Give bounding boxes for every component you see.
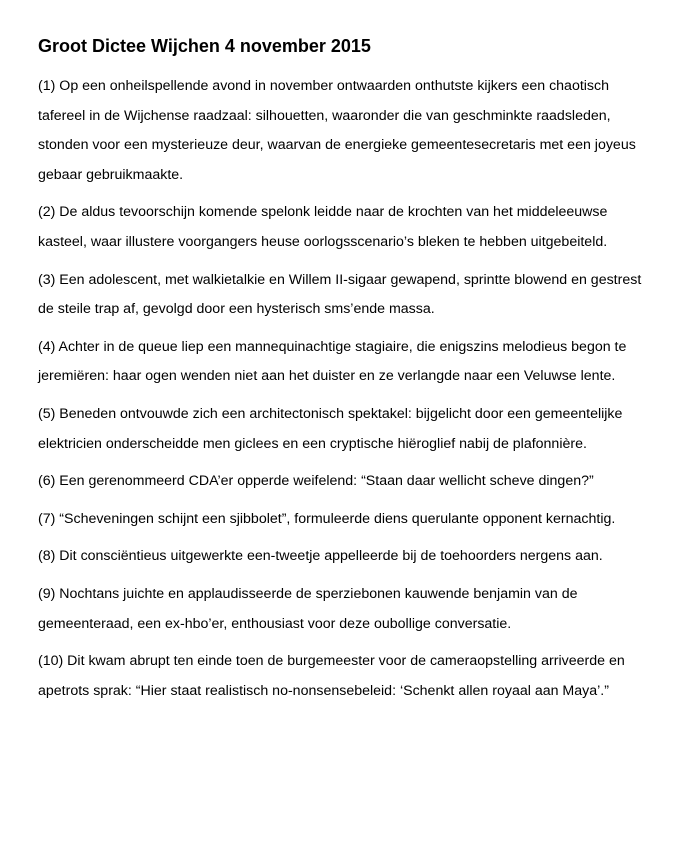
dictation-paragraph-6: (6) Een gerenommeerd CDA’er opperde weifelend: “Staan daar wellicht scheve dingen?” bbox=[38, 473, 594, 490]
dictation-paragraph-7: (7) “Scheveningen schijnt een sjibbolet”, formuleerde diens querulante opponent kernachtig. bbox=[38, 510, 616, 527]
document-title: Groot Dictee Wijchen 4 november 2015 bbox=[38, 36, 371, 56]
dictation-paragraph-8: (8) Dit consciëntieus uitgewerkte een-tweetje appelleerde bij de toehoorders nergens aan. bbox=[38, 548, 603, 565]
dictation-paragraph-1: (1) Op een onheilspellende avond in november ontwaarden onthutste kijkers een chaotisch tafereel in de Wijchense raadzaal: silhouetten, waaronder die van geschminkte raadsleden, stonden voor een mysterieuze deur, waarvan de energieke gemeentesecretaris met een joyeus gebaar gebruikmaakte. bbox=[38, 78, 636, 183]
dictation-paragraph-9: (9) Nochtans juichte en applaudisseerde de sperziebonen kauwende benjamin van de gemeenteraad, een ex-hbo’er, enthousiast voor deze oubollige conversatie. bbox=[38, 585, 578, 632]
dictation-paragraph-4: (4) Achter in de queue liep een mannequinachtige stagiaire, die enigszins melodieus begon te jeremiëren: haar ogen wenden niet aan het duister en ze verlangde naar een Veluwse lente. bbox=[38, 338, 627, 385]
dictation-paragraph-3: (3) Een adolescent, met walkietalkie en Willem II-sigaar gewapend, sprintte blowend en gestrest de steile trap af, gevolgd door een hysterisch sms’ende massa. bbox=[38, 271, 642, 318]
dictation-paragraph-5: (5) Beneden ontvouwde zich een architectonisch spektakel: bijgelicht door een gemeentelijke elektricien onderscheidde men giclees en een cryptische hiëroglief nabij de plafonnière. bbox=[38, 405, 623, 452]
dictation-text bbox=[38, 72, 647, 706]
dictation-paragraph-10: (10) Dit kwam abrupt ten einde toen de burgemeester voor de cameraopstelling arriveerde en apetrots sprak: “Hier staat realistisch no-nonsensebeleid: ‘Schenkt allen royaal aan Maya’.” bbox=[38, 653, 625, 699]
dictation-paragraph-2: (2) De aldus tevoorschijn komende spelonk leidde naar de krochten van het middeleeuwse kasteel, waar illustere voorgangers heuse oorlogsscenario’s bleken te hebben uitgebeiteld. bbox=[38, 204, 608, 250]
